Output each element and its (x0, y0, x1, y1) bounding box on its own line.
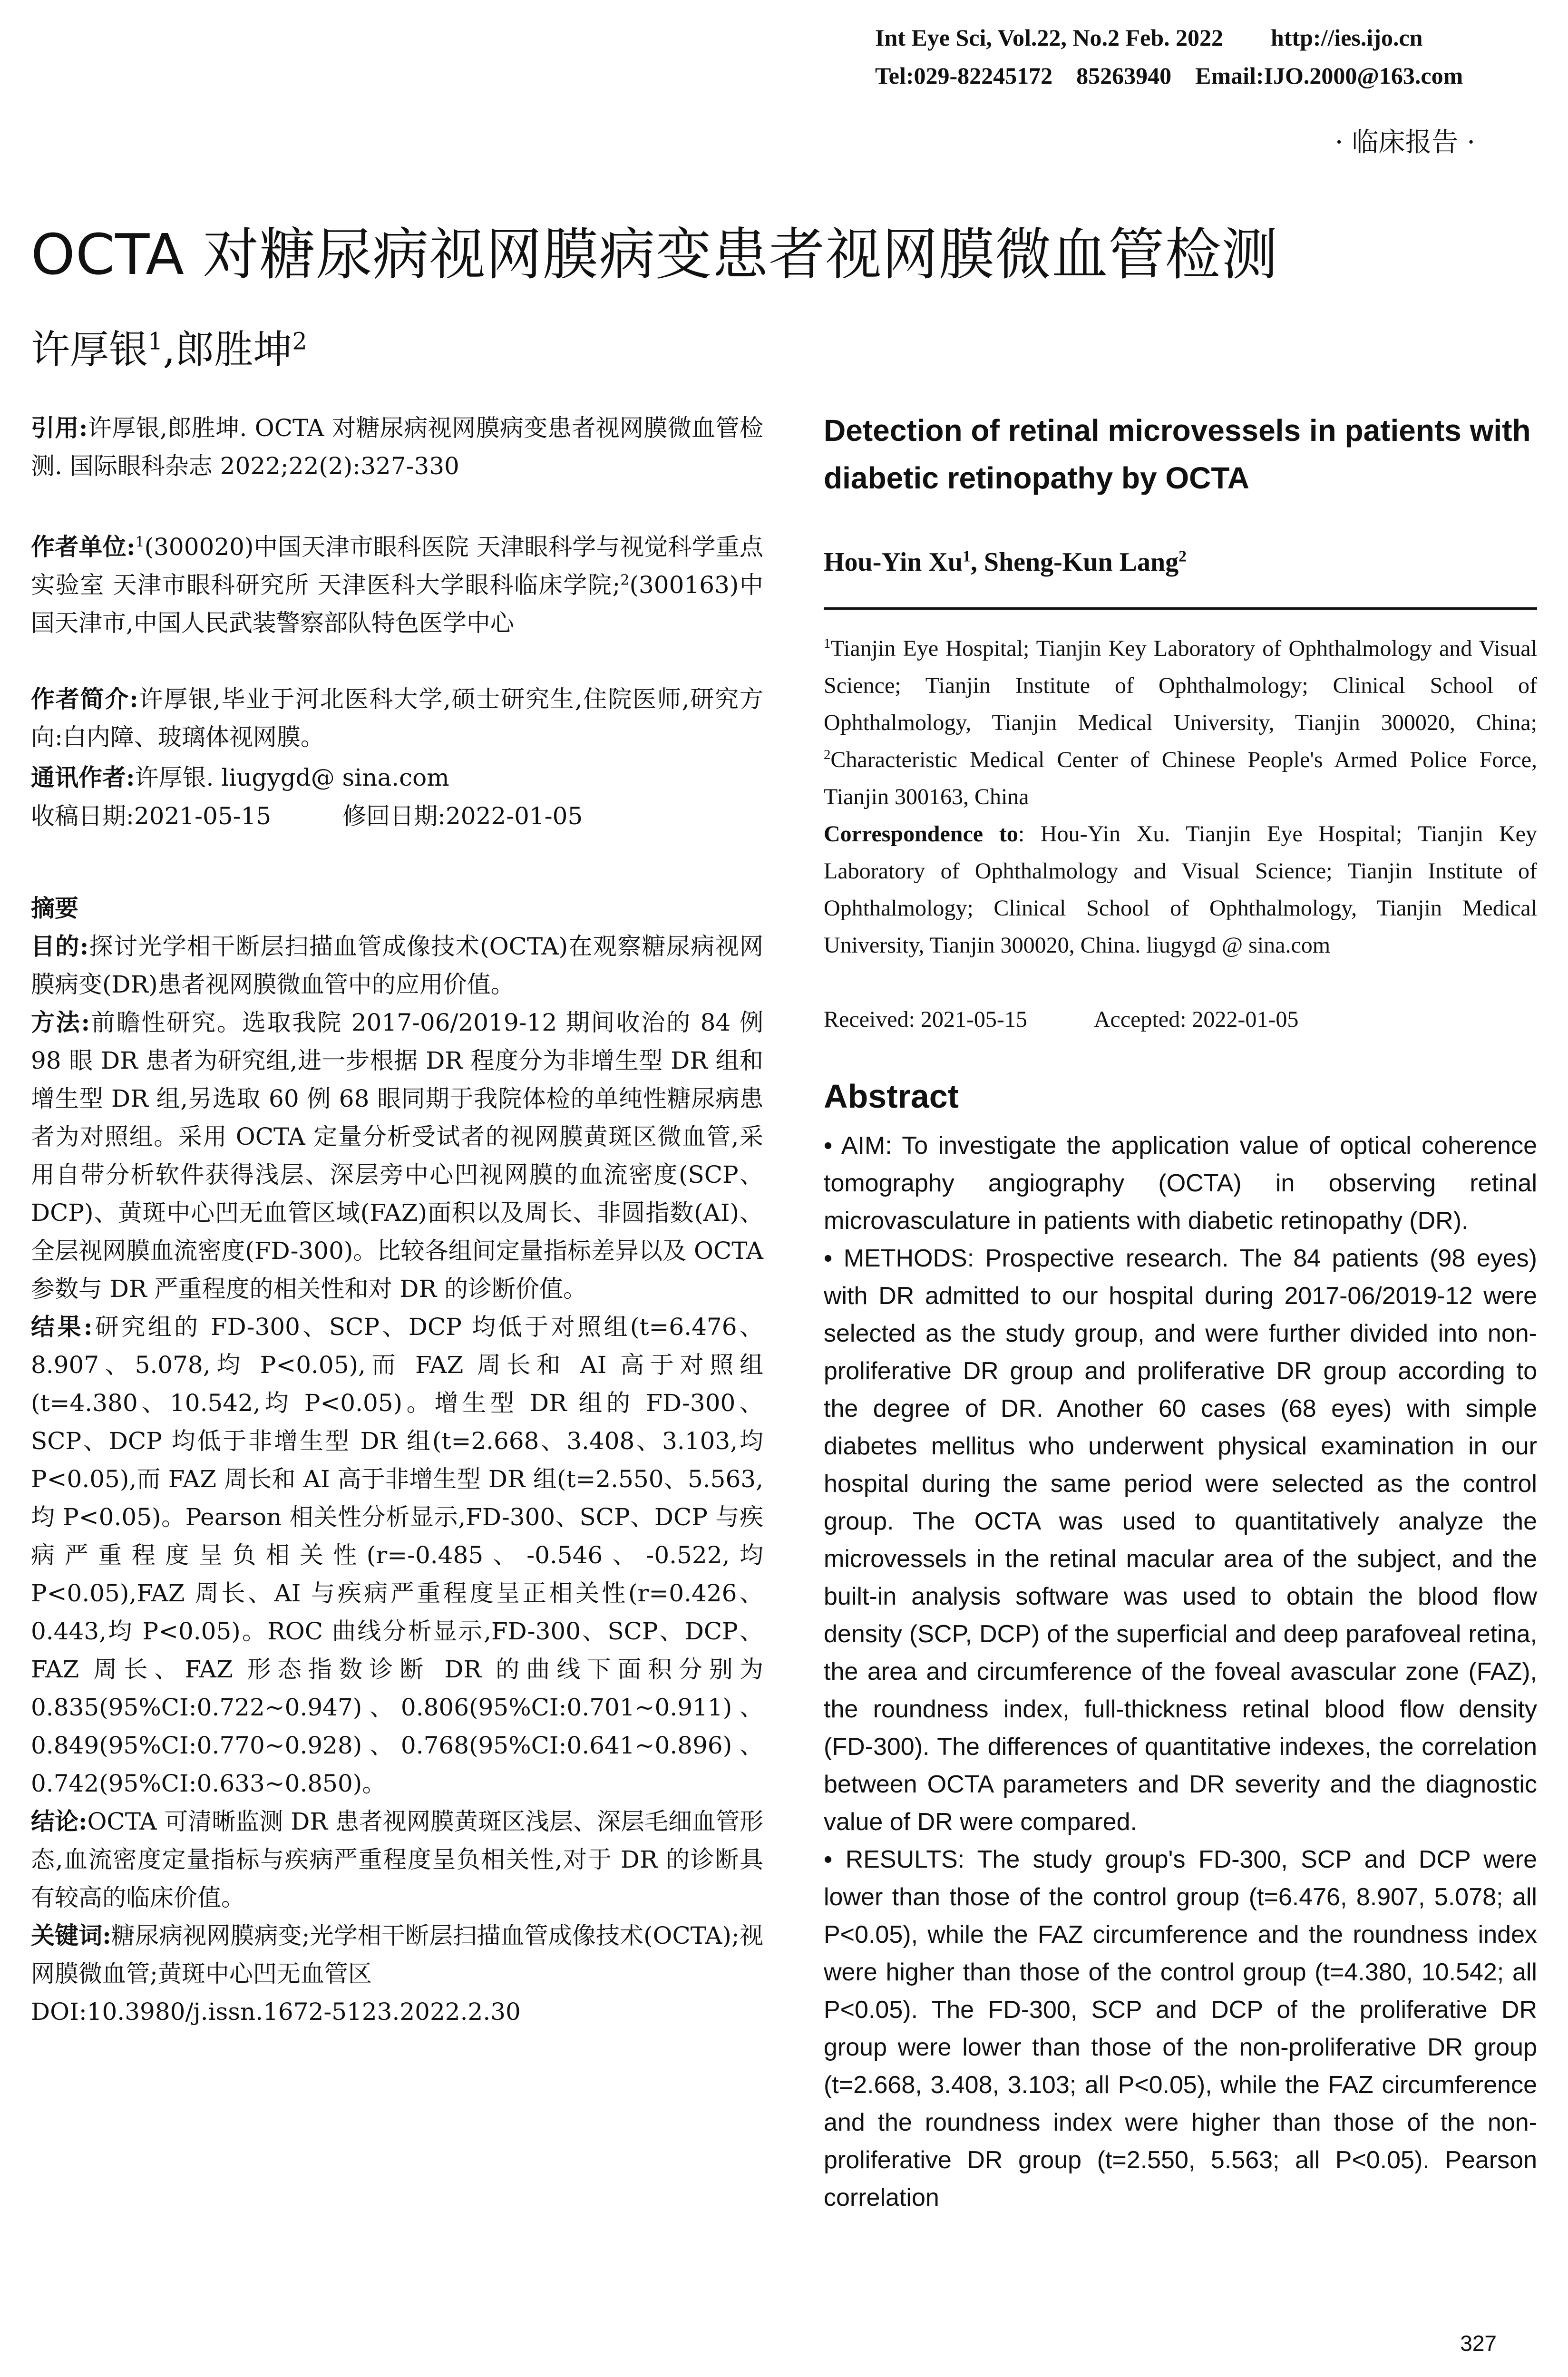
divider-rule (824, 607, 1537, 610)
accepted-date-en: Accepted: 2022-01-05 (1093, 1007, 1299, 1032)
methods-label-cn: 方法: (31, 1008, 90, 1036)
results-label-cn: 结果: (31, 1313, 93, 1341)
abstract-heading-cn: 摘要 (31, 894, 78, 922)
author-sup-2: 2 (292, 327, 307, 355)
abstract-results-cn (31, 1308, 763, 1802)
abstract-aim-cn (31, 927, 763, 1003)
keywords-text-cn: 糖尿病视网膜病变;光学相干断层扫描血管成像技术(OCTA);视网膜微血管;黄斑中心凹无血管区 (31, 1922, 763, 1987)
authors-cn: 许厚银$^1$,郎胜坤$^2$ (31, 327, 307, 372)
abstract-results-en: • RESULTS: The study group's FD-300, SCP and DCP were lower than those of the control group (t=6.476, 8.907, 5.078; all P<0.05), while the FAZ circumference and the roundness index were higher than those of the control group (t=4.380, 10.542; all P<0.05). The FD-300, SCP and DCP of the proliferative DR group were lower than those of the non-proliferative DR group (t=2.668, 3.408, 3.103; all P<0.05), while the FAZ circumference and the roundness index were higher than those of the non-proliferative DR group (t=2.550, 5.563; all P<0.05). Pearson correlation (824, 1846, 1537, 2211)
authors-en: Hou-Yin Xu$^1$, Sheng-Kun Lang$^2$ (824, 547, 1187, 577)
affiliation-en-2: Characteristic Medical Center of Chinese People's Armed Police Force, Tianjin 300163, China (824, 747, 1537, 809)
author-name-1: 许厚银 (31, 327, 148, 372)
citation-text: 许厚银,郎胜坤. OCTA 对糖尿病视网膜病变患者视网膜微血管检测. 国际眼科杂志 2022;22(2):327-330 (31, 414, 763, 480)
citation-label: 引用: (31, 414, 88, 442)
correspondence-en (824, 816, 1537, 964)
author-name-en-1: Hou-Yin Xu (824, 547, 963, 577)
page-number: 327 (1460, 2331, 1497, 2356)
author-name-en-2: Sheng-Kun Lang (984, 547, 1179, 577)
aim-text-cn: 探讨光学相干断层扫描血管成像技术(OCTA)在观察糖尿病视网膜病变(DR)患者视网膜微血管中的应用价值。 (31, 933, 763, 998)
abstract-aim-en: • AIM: To investigate the application value of optical coherence tomography angiography (OCTA) in observing retinal microvasculature in patients with diabetic retinopathy (DR). (824, 1132, 1537, 1235)
correspondence-label: 通讯作者: (31, 763, 135, 791)
abstract-heading-en: Abstract (824, 1078, 959, 1115)
author-name-2: 郎胜坤 (175, 327, 292, 372)
affiliation-en-1: Tianjin Eye Hospital; Tianjin Key Laboratory of Ophthalmology and Visual Science; Tianjin Institute of Ophthalmology; Clinical School of Ophthalmology, Tianjin Medical University, Tianjin 300020, China; (824, 636, 1537, 735)
journal-header-line-1: Int Eye Sci, Vol.22, No.2 Feb. 2022 http://ies.ijo.cn (875, 24, 1423, 51)
dates-cn (31, 797, 763, 835)
citation (31, 409, 763, 485)
correspondence-cn (31, 759, 763, 797)
revised-date-cn: 修回日期:2022-01-05 (342, 802, 583, 830)
article-title-cn: OCTA 对糖尿病视网膜病变患者视网膜微血管检测 (31, 222, 1278, 287)
author-bio-label: 作者简介: (31, 685, 138, 713)
keywords-cn (31, 1917, 763, 1993)
abstract-body-en (824, 1127, 1537, 2217)
affiliation-cn: 作者单位:$^1$(300020)中国天津市眼科医院 天津眼科学与视觉科学重点实验室 天津市眼科研究所 天津医科大学眼科临床学院;$^2$(300163)中国天津市,中国人民武装警察部队特色医学中心 (31, 533, 763, 637)
author-bio-text: 许厚银,毕业于河北医科大学,硕士研究生,住院医师,研究方向:白内障、玻璃体视网膜。 (31, 685, 763, 751)
article-title-en: Detection of retinal microvessels in patients with diabetic retinopathy by OCTA (824, 413, 1531, 495)
abstract-methods-cn (31, 1003, 763, 1308)
affiliation-label: 作者单位: (31, 533, 136, 561)
affiliation-2: (300163)中国天津市,中国人民武装警察部队特色医学中心 (31, 571, 763, 637)
doi: DOI:10.3980/j.issn.1672-5123.2022.2.30 (31, 1998, 521, 2026)
affiliation-1: (300020)中国天津市眼科医院 天津眼科学与视觉科学重点实验室 天津市眼科研究所 天津医科大学眼科临床学院; (31, 533, 763, 599)
conclusion-label-cn: 结论: (31, 1807, 88, 1835)
journal-header-line-2: Tel:029-82245172 85263940 Email:IJO.2000@163.com (875, 62, 1463, 89)
correspondence-en-text: : Hou-Yin Xu. Tianjin Eye Hospital; Tianjin Key Laboratory of Ophthalmology and Visual Science; Tianjin Institute of Ophthalmology; Clinical School of Ophthalmology, Tianjin Medical University, Tianjin 300020, China. liugygd @ sina.com (824, 821, 1537, 958)
affiliation-en: $^1$Tianjin Eye Hospital; Tianjin Key Laboratory of Ophthalmology and Visual Science; Tianjin Institute of Ophthalmology; Clinical School of Ophthalmology, Tianjin Medical University, Tianjin 300020, China; $^2$Characteristic Medical Center of Chinese People's Armed Police Force, Tianjin 300163, China (824, 636, 1537, 809)
abstract-conclusion-cn (31, 1802, 763, 1917)
section-label: · 临床报告 · (1334, 127, 1475, 158)
author-bio (31, 680, 763, 756)
received-date-cn: 收稿日期:2021-05-15 (31, 802, 272, 830)
results-text-cn: 研究组的 FD-300、SCP、DCP 均低于对照组(t=6.476、8.907、5.078,均 P<0.05),而 FAZ 周长和 AI 高于对照组(t=4.380、10.542,均 P<0.05)。增生型 DR 组的 FD-300、SCP、DCP 均低于非增生型 DR 组(t=2.668、3.408、3.103,均 P<0.05),而 FAZ 周长和 AI 高于非增生型 DR 组(t=2.550、5.563,均 P<0.05)。Pearson 相关性分析显示,FD-300、SCP、DCP 与疾病严重程度呈负相关性(r=-0.485、-0.546、-0.522,均 P<0.05),FAZ 周长、AI 与疾病严重程度呈正相关性(r=0.426、0.443,均 P<0.05)。ROC 曲线分析显示,FD-300、SCP、DCP、FAZ 周长、FAZ 形态指数诊断 DR 的曲线下面积分别为 0.835(95%CI:0.722~0.947)、0.806(95%CI:0.701~0.911)、0.849(95%CI:0.770~0.928)、0.768(95%CI:0.641~0.896)、0.742(95%CI:0.633~0.850)。 (31, 1313, 763, 1797)
abstract-methods-en: • METHODS: Prospective research. The 84 patients (98 eyes) with DR admitted to our hospital during 2017-06/2019-12 were selected as the study group, and were further divided into non-proliferative DR group and proliferative DR group according to the degree of DR. Another 60 cases (68 eyes) with simple diabetes mellitus who underwent physical examination in our hospital during the same period were selected as the control group. The OCTA was used to quantitatively analyze the microvessels in the retinal macular area of the subject, and the built-in analysis software was used to obtain the blood flow density (SCP, DCP) of the superficial and deep parafoveal retina, the area and circumference of the foveal avascular zone (FAZ), the roundness index, full-thickness retinal blood flow density (FD-300). The differences of quantitative indexes, the correlation between OCTA parameters and DR severity and the diagnostic value of DR were compared. (824, 1245, 1537, 1836)
aim-label-cn: 目的: (31, 932, 89, 960)
received-date-en: Received: 2021-05-15 (824, 1007, 1027, 1032)
correspondence-text: 许厚银. liugygd@ sina.com (135, 764, 449, 791)
keywords-label-cn: 关键词: (31, 1921, 111, 1949)
conclusion-text-cn: OCTA 可清晰监测 DR 患者视网膜黄斑区浅层、深层毛细血管形态,血流密度定量指标与疾病严重程度呈负相关性,对于 DR 的诊断具有较高的临床价值。 (31, 1808, 763, 1911)
author-sup-1: 1 (148, 327, 163, 355)
correspondence-en-label: Correspondence to (824, 821, 1018, 847)
methods-text-cn: 前瞻性研究。选取我院 2017-06/2019-12 期间收治的 84 例 98 眼 DR 患者为研究组,进一步根据 DR 程度分为非增生型 DR 组和增生型 DR 组,另选取 60 例 68 眼同期于我院体检的单纯性糖尿病患者为对照组。采用 OCTA 定量分析受试者的视网膜黄斑区微血管,采用自带分析软件获得浅层、深层旁中心凹视网膜的血流密度(SCP、DCP)、黄斑中心凹无血管区域(FAZ)面积以及周长、非圆指数(AI)、全层视网膜血流密度(FD-300)。比较各组间定量指标差异以及 OCTA 参数与 DR 严重程度的相关性和对 DR 的诊断价值。 (31, 1009, 763, 1303)
abstract-body-cn (31, 927, 763, 2031)
dates-en (824, 1001, 1537, 1038)
